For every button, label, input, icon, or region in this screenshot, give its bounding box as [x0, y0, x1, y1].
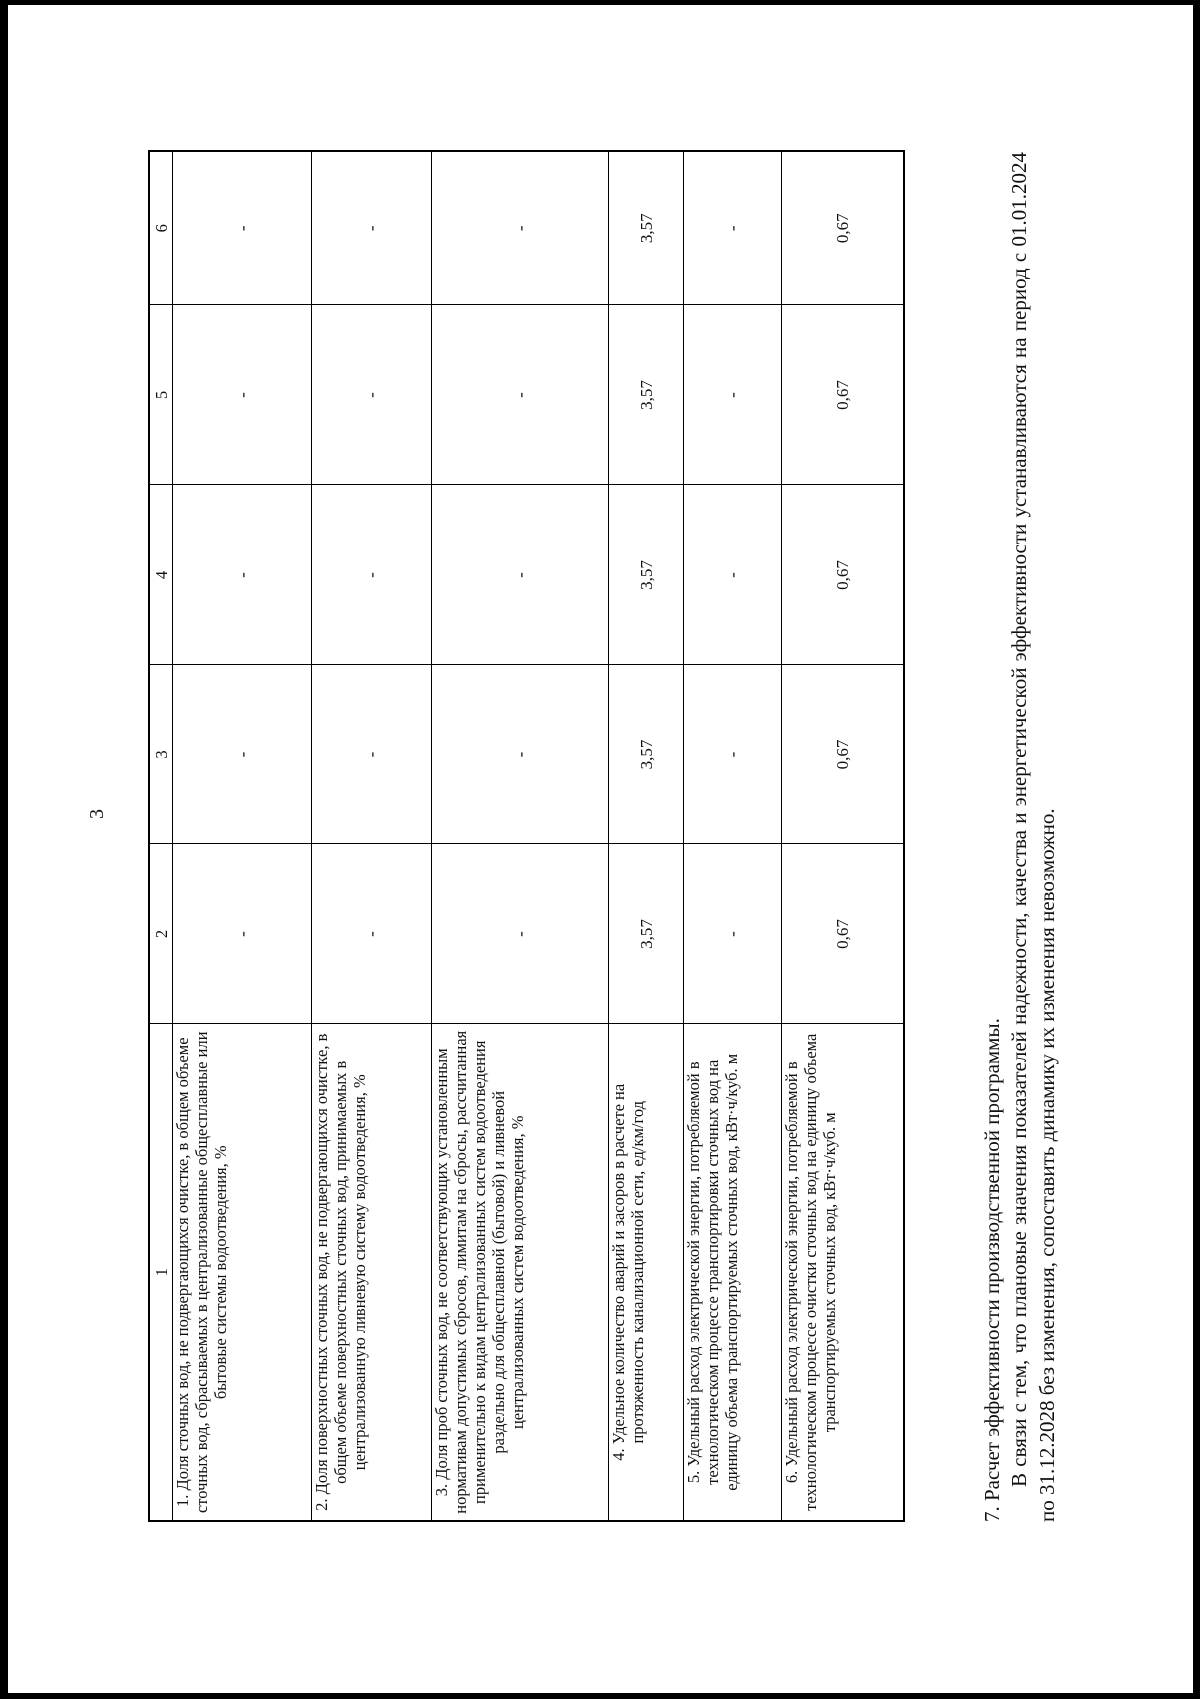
table-header-row — [149, 151, 173, 1521]
indicator-value: - — [432, 305, 609, 485]
indicator-value: - — [432, 844, 609, 1024]
indicator-value: 3,57 — [609, 665, 684, 844]
indicator-value: - — [312, 665, 432, 844]
indicator-value: - — [432, 485, 609, 665]
indicator-value: 0,67 — [782, 305, 905, 485]
indicator-value: - — [312, 151, 432, 305]
indicator-description: 4. Удельное количество аварий и засоров в расчете на протяженность канализационной сети, ед/км/год — [609, 1024, 684, 1521]
indicator-value: 3,57 — [609, 305, 684, 485]
rotated-content — [148, 152, 1059, 1522]
page-number: 3 — [86, 809, 108, 819]
table-row — [782, 151, 905, 1521]
indicator-description: 5. Удельный расход электрической энергии, потребляемой в технологическом процессе транспортировки сточных вод на единицу объема транспортируемых сточных вод, кВт·ч/куб. м — [684, 1024, 782, 1521]
section-heading: 7. Расчет эффективности производственной программы. — [980, 1018, 1004, 1522]
section-paragraph: В связи с тем, что плановые значения показателей надежности, качества и энергетической эффективности устанавливаются на период с 01.01.2024 по 31.12.2028 без изменения, сопоставить динамику их изменения невозможно. — [1007, 152, 1059, 1522]
indicator-value: 3,57 — [609, 151, 684, 305]
indicator-value: - — [684, 665, 782, 844]
indicator-value: - — [312, 485, 432, 665]
indicator-description: 2. Доля поверхностных сточных вод, не подвергающихся очистке, в общем объеме поверхностных сточных вод, принимаемых в централизованную ливневую систему водоотведения, % — [312, 1024, 432, 1521]
table-row — [609, 151, 684, 1521]
indicator-description: 1. Доля сточных вод, не подвергающихся очистке, в общем объеме сточных вод, сбрасываемых в централизованные общесплавные или бытовые системы водоотведения, % — [173, 1024, 312, 1521]
indicator-value: - — [684, 151, 782, 305]
indicator-value: - — [684, 844, 782, 1024]
table-row — [312, 151, 432, 1521]
table-row — [173, 151, 312, 1521]
header-cell-4: 4 — [149, 485, 173, 665]
table-row — [684, 151, 782, 1521]
header-cell-3: 3 — [149, 665, 173, 844]
header-cell-1: 1 — [149, 1024, 173, 1521]
indicator-value: 0,67 — [782, 844, 905, 1024]
indicator-value: - — [312, 844, 432, 1024]
indicator-value: - — [312, 305, 432, 485]
indicator-value: 0,67 — [782, 151, 905, 305]
indicator-description: 6. Удельный расход электрической энергии, потребляемой в технологическом процессе очистки сточных вод на единицу объема транспортируемых сточных вод, кВт·ч/куб. м — [782, 1024, 905, 1521]
indicator-value: 0,67 — [782, 485, 905, 665]
indicator-value: 0,67 — [782, 665, 905, 844]
indicator-value: - — [684, 305, 782, 485]
table-row — [432, 151, 609, 1521]
indicator-value: 3,57 — [609, 844, 684, 1024]
header-cell-2: 2 — [149, 844, 173, 1024]
indicator-value: - — [432, 665, 609, 844]
indicator-description: 3. Доля проб сточных вод, не соответствующих установленным нормативам допустимых сбросов, лимитам на сбросы, рассчитанная применительно к видам централизованных систем водоотведения раздельно для общесплавной (бытовой) и ливневой централизованных систем водоотведения, % — [432, 1024, 609, 1521]
header-cell-6: 6 — [149, 151, 173, 305]
indicator-value: - — [173, 305, 312, 485]
indicator-value: - — [173, 485, 312, 665]
indicator-value: - — [432, 151, 609, 305]
header-cell-5: 5 — [149, 305, 173, 485]
indicator-value: - — [684, 485, 782, 665]
indicator-value: - — [173, 665, 312, 844]
indicator-value: 3,57 — [609, 485, 684, 665]
indicator-value: - — [173, 844, 312, 1024]
indicator-value: - — [173, 151, 312, 305]
indicators-table — [148, 150, 905, 1522]
